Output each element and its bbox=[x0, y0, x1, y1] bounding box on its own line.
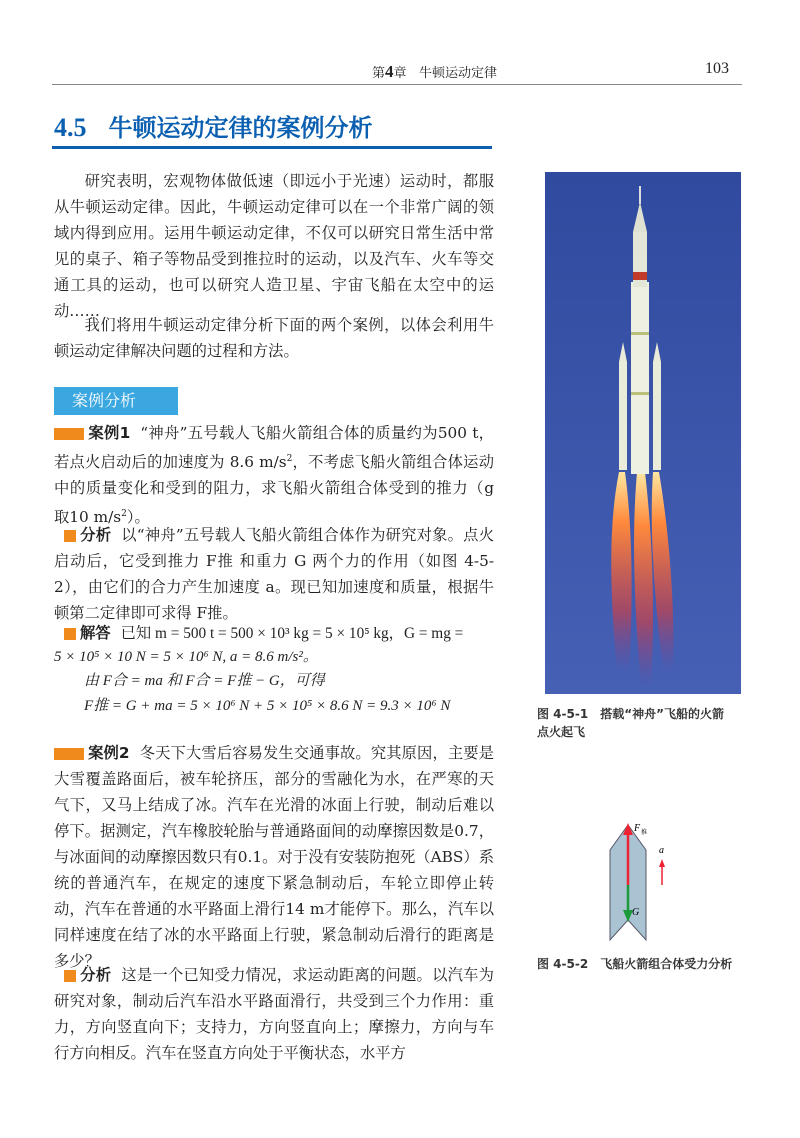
case1-solution-line1 bbox=[54, 620, 494, 647]
case1-solution-line3: 由 F合 = ma 和 F合 = F推 − G，可得 bbox=[84, 673, 325, 689]
case1-text-c: ）。 bbox=[126, 508, 150, 527]
chapter-title: 牛顿运动定律 bbox=[418, 66, 497, 81]
case1-text-b: ，不考虑飞船火箭组合体运动中的质量变化和受到的阻力，求飞船火箭组合体受到的推力（g 取10 m/s bbox=[54, 453, 494, 527]
case1-solution-label: 解答 bbox=[80, 624, 111, 642]
case2-analysis bbox=[54, 962, 494, 1066]
analysis-marker bbox=[64, 530, 76, 542]
rocket-launch-photo bbox=[545, 172, 741, 694]
chapter-header bbox=[372, 62, 497, 82]
case1-label: 案例1 bbox=[88, 424, 131, 442]
case1-problem: 案例1 “神舟”五号载人飞船火箭组合体的质量约为500 t，若点火启动后的加速度为 8.6 $m/s^2$，不考虑飞船火箭组合体运动中的质量变化和受到的阻力，求飞船火箭组合体受到的推力（g 取10 $m/s^2$）。 bbox=[54, 424, 494, 527]
case1-solution-text-1: 已知 m = 500 t = 500 × 10³ kg = 5 × 10⁵ kg，G = mg = bbox=[120, 625, 464, 642]
case1-analysis-text: 以“神舟”五号载人飞船火箭组合体作为研究对象。点火启动后，它受到推力 F推 和重力 G 两个力的作用（如图 4-5-2），由它们的合力产生加速度 a。现已知加速度和质量，根据牛顿第二定律即可求得 F推。 bbox=[54, 526, 494, 622]
force-diagram bbox=[590, 815, 690, 950]
section-title bbox=[54, 108, 373, 143]
page-number: 103 bbox=[705, 60, 729, 77]
case2-problem bbox=[54, 740, 494, 974]
chapter-prefix: 第 bbox=[372, 66, 386, 81]
case1-marker bbox=[54, 428, 84, 440]
case2-marker bbox=[54, 748, 84, 760]
case2-analysis-text: 这是一个已知受力情况，求运动距离的问题。以汽车为研究对象，制动后汽车沿水平路面滑行，共受到三个力作用：重力，方向竖直向下；支持力，方向竖直向上；摩擦力，方向与车行方向相反。汽车在竖直方向处于平衡状态，水平方 bbox=[54, 966, 494, 1062]
case1-solution-line2: 5 × 10⁵ × 10 N = 5 × 10⁶ N, a = 8.6 m/s²。 bbox=[54, 649, 318, 665]
force-label-G: G bbox=[632, 907, 640, 918]
solution-marker bbox=[64, 628, 76, 640]
intro-paragraph-2: 我们将用牛顿运动定律分析下面的两个案例，以体会利用牛顿运动定律解决问题的过程和方法。 bbox=[54, 316, 494, 360]
figure1-caption-line2: 点火起飞 bbox=[537, 725, 586, 739]
accel-label-a: a bbox=[659, 845, 664, 856]
chapter-suffix: 章 bbox=[393, 66, 407, 81]
case-analysis-box bbox=[54, 387, 178, 415]
intro-paragraph-1: 研究表明，宏观物体做低速（即远小于光速）运动时，都服从牛顿运动定律。因此，牛顿运动定律可以在一个非常广阔的领域内得到应用。运用牛顿运动定律，不仅可以研究日常生活中常见的桌子、箱子等物品受到推拉时的运动，以及汽车、火车等交通工具的运动，也可以研究人造卫星、宇宙飞船在太空中的运动…… bbox=[54, 172, 494, 320]
case1-solution-line4: F推 = G + ma = 5 × 10⁶ N + 5 × 10⁵ × 8.6 N = 9.3 × 10⁶ N bbox=[84, 698, 451, 714]
case-analysis-label: 案例分析 bbox=[72, 391, 137, 410]
case2-analysis-label: 分析 bbox=[80, 966, 112, 984]
case1-analysis-label: 分析 bbox=[80, 526, 112, 544]
chapter-number: 4 bbox=[385, 62, 394, 81]
analysis-marker bbox=[64, 970, 76, 982]
figure2-caption: 图 4-5-2 飞船火箭组合体受力分析 bbox=[537, 957, 733, 971]
section-title-text: 牛顿运动定律的案例分析 bbox=[108, 114, 373, 142]
force-label-F-sub: 推 bbox=[641, 829, 648, 836]
section-rule bbox=[52, 146, 492, 149]
section-number: 4.5 bbox=[54, 113, 87, 142]
header-rule bbox=[52, 84, 742, 85]
force-label-F: F bbox=[634, 823, 641, 834]
case2-label: 案例2 bbox=[88, 744, 130, 762]
case1-analysis bbox=[54, 522, 494, 626]
case2-text: 冬天下大雪后容易发生交通事故。究其原因，主要是大雪覆盖路面后，被车轮挤压，部分的雪融化为水，在严寒的天气下，又马上结成了冰。汽车在光滑的冰面上行驶，制动后难以停下。据测定，汽车橡胶轮胎与普通路面间的动摩擦因数是0.7，与冰面间的动摩擦因数只有0.1。对于没有安装防抱死（ABS）系统的普通汽车，在规定的速度下紧急制动后，车轮立即停止转动，汽车在普通的水平路面上滑行14 m才能停下。那么，汽车以同样速度在结了冰的水平路面上行驶，紧急制动后滑行的距离是多少？ bbox=[54, 744, 494, 970]
case1-text-a: “神舟”五号载人飞船火箭组合体的质量约为500 t，若点火启动后的加速度为 8.6 m/s bbox=[54, 424, 494, 472]
figure1-caption-line1: 图 4-5-1 搭载“神舟”飞船的火箭 bbox=[537, 707, 724, 721]
